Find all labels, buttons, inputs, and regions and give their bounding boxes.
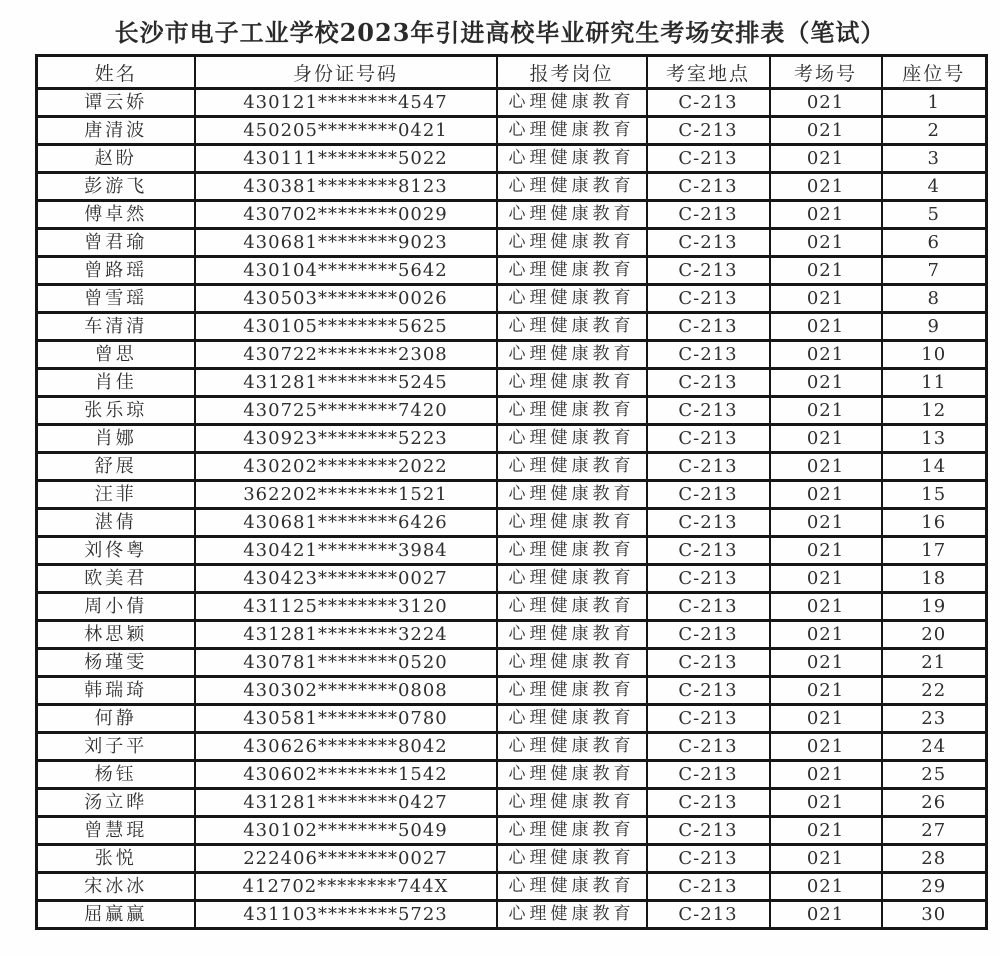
cell-hall: 021	[770, 817, 882, 845]
cell-hall: 021	[770, 901, 882, 929]
cell-hall: 021	[770, 201, 882, 229]
cell-room: C-213	[647, 873, 770, 901]
cell-room: C-213	[647, 845, 770, 873]
table-row	[37, 89, 987, 117]
cell-position: 心理健康教育	[497, 89, 647, 117]
cell-position: 心理健康教育	[497, 761, 647, 789]
cell-seat: 30	[882, 901, 987, 929]
cell-room: C-213	[647, 705, 770, 733]
cell-position: 心理健康教育	[497, 397, 647, 425]
cell-room: C-213	[647, 397, 770, 425]
cell-room: C-213	[647, 481, 770, 509]
col-header-hall: 考场号	[770, 56, 882, 89]
cell-hall: 021	[770, 145, 882, 173]
cell-hall: 021	[770, 397, 882, 425]
cell-id-number: 430602********1542	[195, 761, 497, 789]
table-row	[37, 509, 987, 537]
cell-room: C-213	[647, 425, 770, 453]
cell-room: C-213	[647, 761, 770, 789]
cell-id-number: 430626********8042	[195, 733, 497, 761]
cell-name: 曾路瑶	[37, 257, 195, 285]
table-row	[37, 733, 987, 761]
cell-id-number: 430102********5049	[195, 817, 497, 845]
cell-seat: 4	[882, 173, 987, 201]
table-row	[37, 705, 987, 733]
cell-hall: 021	[770, 565, 882, 593]
col-header-position: 报考岗位	[497, 56, 647, 89]
cell-seat: 13	[882, 425, 987, 453]
cell-room: C-213	[647, 565, 770, 593]
cell-name: 曾思	[37, 341, 195, 369]
cell-hall: 021	[770, 285, 882, 313]
cell-position: 心理健康教育	[497, 537, 647, 565]
cell-name: 杨钰	[37, 761, 195, 789]
cell-name: 彭游飞	[37, 173, 195, 201]
cell-seat: 24	[882, 733, 987, 761]
cell-position: 心理健康教育	[497, 285, 647, 313]
cell-hall: 021	[770, 789, 882, 817]
cell-seat: 27	[882, 817, 987, 845]
cell-id-number: 431103********5723	[195, 901, 497, 929]
cell-id-number: 430725********7420	[195, 397, 497, 425]
cell-position: 心理健康教育	[497, 677, 647, 705]
cell-room: C-213	[647, 369, 770, 397]
cell-seat: 18	[882, 565, 987, 593]
table-row	[37, 593, 987, 621]
cell-position: 心理健康教育	[497, 621, 647, 649]
cell-room: C-213	[647, 901, 770, 929]
table-row	[37, 285, 987, 313]
table-row	[37, 761, 987, 789]
cell-name: 谭云娇	[37, 89, 195, 117]
cell-position: 心理健康教育	[497, 257, 647, 285]
table-row	[37, 425, 987, 453]
cell-name: 刘佟粤	[37, 537, 195, 565]
cell-hall: 021	[770, 761, 882, 789]
cell-seat: 9	[882, 313, 987, 341]
cell-id-number: 430423********0027	[195, 565, 497, 593]
cell-seat: 14	[882, 453, 987, 481]
cell-name: 刘子平	[37, 733, 195, 761]
cell-hall: 021	[770, 117, 882, 145]
cell-position: 心理健康教育	[497, 649, 647, 677]
cell-id-number: 430781********0520	[195, 649, 497, 677]
cell-room: C-213	[647, 313, 770, 341]
cell-seat: 17	[882, 537, 987, 565]
cell-room: C-213	[647, 201, 770, 229]
cell-hall: 021	[770, 621, 882, 649]
cell-position: 心理健康教育	[497, 565, 647, 593]
table-row	[37, 481, 987, 509]
page-title: 长沙市电子工业学校2023年引进高校毕业研究生考场安排表（笔试）	[114, 18, 886, 47]
cell-hall: 021	[770, 649, 882, 677]
cell-position: 心理健康教育	[497, 845, 647, 873]
cell-seat: 2	[882, 117, 987, 145]
cell-position: 心理健康教育	[497, 509, 647, 537]
cell-hall: 021	[770, 873, 882, 901]
cell-hall: 021	[770, 341, 882, 369]
cell-seat: 8	[882, 285, 987, 313]
cell-id-number: 430421********3984	[195, 537, 497, 565]
cell-room: C-213	[647, 89, 770, 117]
cell-id-number: 430503********0026	[195, 285, 497, 313]
cell-name: 汤立晔	[37, 789, 195, 817]
cell-room: C-213	[647, 649, 770, 677]
table-row	[37, 117, 987, 145]
cell-name: 杨瑾雯	[37, 649, 195, 677]
cell-position: 心理健康教育	[497, 313, 647, 341]
cell-room: C-213	[647, 257, 770, 285]
cell-position: 心理健康教育	[497, 117, 647, 145]
cell-room: C-213	[647, 341, 770, 369]
cell-room: C-213	[647, 453, 770, 481]
cell-position: 心理健康教育	[497, 873, 647, 901]
cell-room: C-213	[647, 733, 770, 761]
cell-position: 心理健康教育	[497, 201, 647, 229]
cell-seat: 19	[882, 593, 987, 621]
cell-hall: 021	[770, 369, 882, 397]
table-row	[37, 565, 987, 593]
cell-position: 心理健康教育	[497, 705, 647, 733]
col-header-id-number: 身份证号码	[195, 56, 497, 89]
cell-seat: 12	[882, 397, 987, 425]
cell-seat: 20	[882, 621, 987, 649]
cell-position: 心理健康教育	[497, 229, 647, 257]
table-row	[37, 873, 987, 901]
table-row	[37, 817, 987, 845]
cell-hall: 021	[770, 313, 882, 341]
cell-seat: 11	[882, 369, 987, 397]
cell-position: 心理健康教育	[497, 173, 647, 201]
table-row	[37, 397, 987, 425]
cell-id-number: 430681********6426	[195, 509, 497, 537]
cell-hall: 021	[770, 257, 882, 285]
cell-position: 心理健康教育	[497, 369, 647, 397]
cell-position: 心理健康教育	[497, 733, 647, 761]
cell-name: 曾雪瑶	[37, 285, 195, 313]
cell-name: 张悦	[37, 845, 195, 873]
cell-name: 曾慧琨	[37, 817, 195, 845]
table-header-row	[37, 56, 987, 89]
cell-hall: 021	[770, 677, 882, 705]
cell-room: C-213	[647, 817, 770, 845]
cell-id-number: 430681********9023	[195, 229, 497, 257]
table-row	[37, 677, 987, 705]
cell-position: 心理健康教育	[497, 145, 647, 173]
cell-seat: 23	[882, 705, 987, 733]
cell-name: 张乐琼	[37, 397, 195, 425]
table-row	[37, 201, 987, 229]
table-row	[37, 901, 987, 929]
table-row	[37, 173, 987, 201]
cell-seat: 21	[882, 649, 987, 677]
table-row	[37, 257, 987, 285]
col-header-seat: 座位号	[882, 56, 987, 89]
cell-seat: 6	[882, 229, 987, 257]
cell-id-number: 431281********3224	[195, 621, 497, 649]
cell-id-number: 430381********8123	[195, 173, 497, 201]
cell-name: 肖娜	[37, 425, 195, 453]
cell-position: 心理健康教育	[497, 593, 647, 621]
table-row	[37, 789, 987, 817]
cell-id-number: 430121********4547	[195, 89, 497, 117]
cell-id-number: 430302********0808	[195, 677, 497, 705]
cell-seat: 5	[882, 201, 987, 229]
cell-position: 心理健康教育	[497, 901, 647, 929]
table-row	[37, 313, 987, 341]
cell-hall: 021	[770, 509, 882, 537]
cell-position: 心理健康教育	[497, 341, 647, 369]
col-header-name: 姓名	[37, 56, 195, 89]
cell-hall: 021	[770, 89, 882, 117]
cell-room: C-213	[647, 593, 770, 621]
table-row	[37, 453, 987, 481]
cell-room: C-213	[647, 117, 770, 145]
cell-name: 肖佳	[37, 369, 195, 397]
cell-id-number: 430581********0780	[195, 705, 497, 733]
cell-seat: 25	[882, 761, 987, 789]
cell-id-number: 430202********2022	[195, 453, 497, 481]
cell-name: 宋冰冰	[37, 873, 195, 901]
cell-hall: 021	[770, 173, 882, 201]
table-row	[37, 845, 987, 873]
table-row	[37, 537, 987, 565]
cell-seat: 1	[882, 89, 987, 117]
table-row	[37, 621, 987, 649]
cell-id-number: 412702********744X	[195, 873, 497, 901]
cell-id-number: 431281********0427	[195, 789, 497, 817]
cell-seat: 7	[882, 257, 987, 285]
cell-name: 欧美君	[37, 565, 195, 593]
cell-id-number: 431125********3120	[195, 593, 497, 621]
cell-position: 心理健康教育	[497, 789, 647, 817]
cell-position: 心理健康教育	[497, 425, 647, 453]
cell-hall: 021	[770, 229, 882, 257]
col-header-room: 考室地点	[647, 56, 770, 89]
cell-hall: 021	[770, 705, 882, 733]
cell-id-number: 430105********5625	[195, 313, 497, 341]
cell-hall: 021	[770, 425, 882, 453]
cell-seat: 29	[882, 873, 987, 901]
cell-id-number: 430923********5223	[195, 425, 497, 453]
cell-name: 湛倩	[37, 509, 195, 537]
cell-name: 曾君瑜	[37, 229, 195, 257]
cell-room: C-213	[647, 229, 770, 257]
cell-id-number: 431281********5245	[195, 369, 497, 397]
exam-seating-table	[35, 54, 988, 930]
cell-position: 心理健康教育	[497, 453, 647, 481]
cell-hall: 021	[770, 537, 882, 565]
table-row	[37, 229, 987, 257]
table-body	[37, 89, 987, 929]
cell-seat: 15	[882, 481, 987, 509]
cell-room: C-213	[647, 509, 770, 537]
cell-position: 心理健康教育	[497, 481, 647, 509]
cell-name: 周小倩	[37, 593, 195, 621]
cell-name: 汪菲	[37, 481, 195, 509]
cell-hall: 021	[770, 845, 882, 873]
cell-name: 傅卓然	[37, 201, 195, 229]
table-row	[37, 145, 987, 173]
cell-seat: 26	[882, 789, 987, 817]
cell-name: 何静	[37, 705, 195, 733]
cell-room: C-213	[647, 621, 770, 649]
cell-id-number: 222406********0027	[195, 845, 497, 873]
cell-name: 唐清波	[37, 117, 195, 145]
cell-seat: 16	[882, 509, 987, 537]
cell-name: 赵盼	[37, 145, 195, 173]
cell-seat: 3	[882, 145, 987, 173]
cell-name: 屈赢赢	[37, 901, 195, 929]
cell-id-number: 430104********5642	[195, 257, 497, 285]
cell-id-number: 430111********5022	[195, 145, 497, 173]
cell-room: C-213	[647, 285, 770, 313]
cell-hall: 021	[770, 481, 882, 509]
table-row	[37, 341, 987, 369]
cell-room: C-213	[647, 677, 770, 705]
cell-seat: 28	[882, 845, 987, 873]
cell-id-number: 430722********2308	[195, 341, 497, 369]
table-head	[37, 56, 987, 89]
cell-id-number: 362202********1521	[195, 481, 497, 509]
cell-seat: 22	[882, 677, 987, 705]
cell-id-number: 450205********0421	[195, 117, 497, 145]
cell-id-number: 430702********0029	[195, 201, 497, 229]
cell-position: 心理健康教育	[497, 817, 647, 845]
cell-name: 林思颖	[37, 621, 195, 649]
cell-room: C-213	[647, 789, 770, 817]
cell-room: C-213	[647, 537, 770, 565]
cell-seat: 10	[882, 341, 987, 369]
cell-name: 车清清	[37, 313, 195, 341]
cell-room: C-213	[647, 173, 770, 201]
table-row	[37, 369, 987, 397]
cell-room: C-213	[647, 145, 770, 173]
table-row	[37, 649, 987, 677]
cell-hall: 021	[770, 593, 882, 621]
cell-hall: 021	[770, 733, 882, 761]
cell-name: 韩瑞琦	[37, 677, 195, 705]
cell-name: 舒展	[37, 453, 195, 481]
cell-hall: 021	[770, 453, 882, 481]
